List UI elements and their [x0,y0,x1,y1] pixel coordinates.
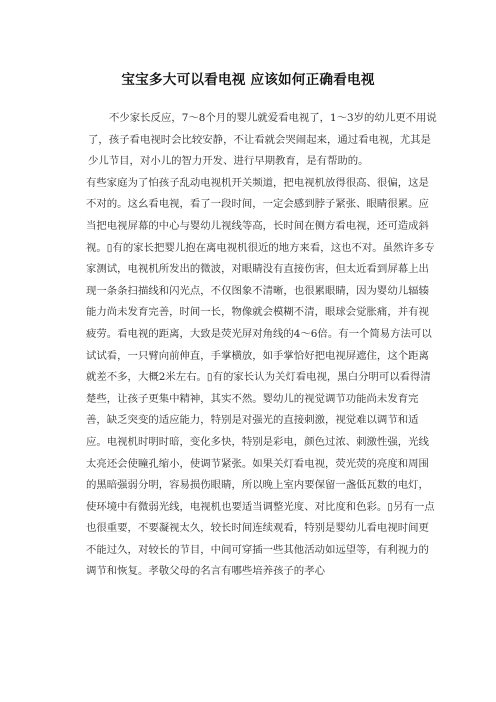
article-body [88,108,438,583]
article-title: 宝宝多大可以看电视 应该如何正确看电视 [121,72,375,88]
paragraph-2: 有些家庭为了怕孩子乱动电视机开关频道，把电视机放得很高、很偏，这是不对的。这幺看电视，看了一段时间，一定会感到脖子紧张、眼睛很累。应当把电视屏幕的中心与婴幼儿视线等高，长时间在侧方看电视，还可造成斜视。▯有的家长把婴儿抱在离电视机很近的地方来看，这也不对。虽然许多专家测试，电视机所发出的微波，对眼睛没有直接伤害，但太近看到屏幕上出现一条条扫描线和闪光点，不仅图象不清晰，也很累眼睛，因为婴幼儿辐辏能力尚未发育完善，时间一长，物像就会模糊不清，眼球会觉胀痛，并有视疲劳。看电视的距离，大致是荧光屏对角线的4～6倍。有一个简易方法可以试试看，一只臂向前伸直，手掌横放，如手掌恰好把电视屏遮住，这个距离就差不多，大概2米左右。▯有的家长认为关灯看电视，黑白分明可以看得清楚些，让孩子更集中精神，其实不然。婴幼儿的视觉调节功能尚未发育完善，缺乏突变的适应能力，特别是对强光的直接刺激，视觉难以调节和适应。电视机时明时暗，变化多快，特别是彩电，颜色过浓、刺激性强，光线太亮还会使瞳孔缩小，使调节紧张。如果关灯看电视，荧光荧的亮度和周围的黑暗强弱分明，容易损伤眼睛，所以晚上室内要保留一盏低瓦数的电灯，使环境中有微弱光线，电视机也要适当调整光度、对比度和色彩。▯另有一点也很重要，不要凝视太久，较长时间连续观看，特别是婴幼儿看电视时间更不能过久，对较长的节目，中间可穿插一些其他活动如远望等，有利视力的调节和恢复。孝敬父母的名言有哪些培养孩子的孝心 [86,176,435,578]
paragraph-1: 不少家长反应，7～8个月的婴儿就爱看电视了，1～3岁的幼儿更不用说了，孩子看电视时会比较安静，不让看就会哭闹起来，通过看电视，尤其是少儿节目，对小儿的智力开发、进行早期教育，是有帮助的。 [88,112,437,168]
